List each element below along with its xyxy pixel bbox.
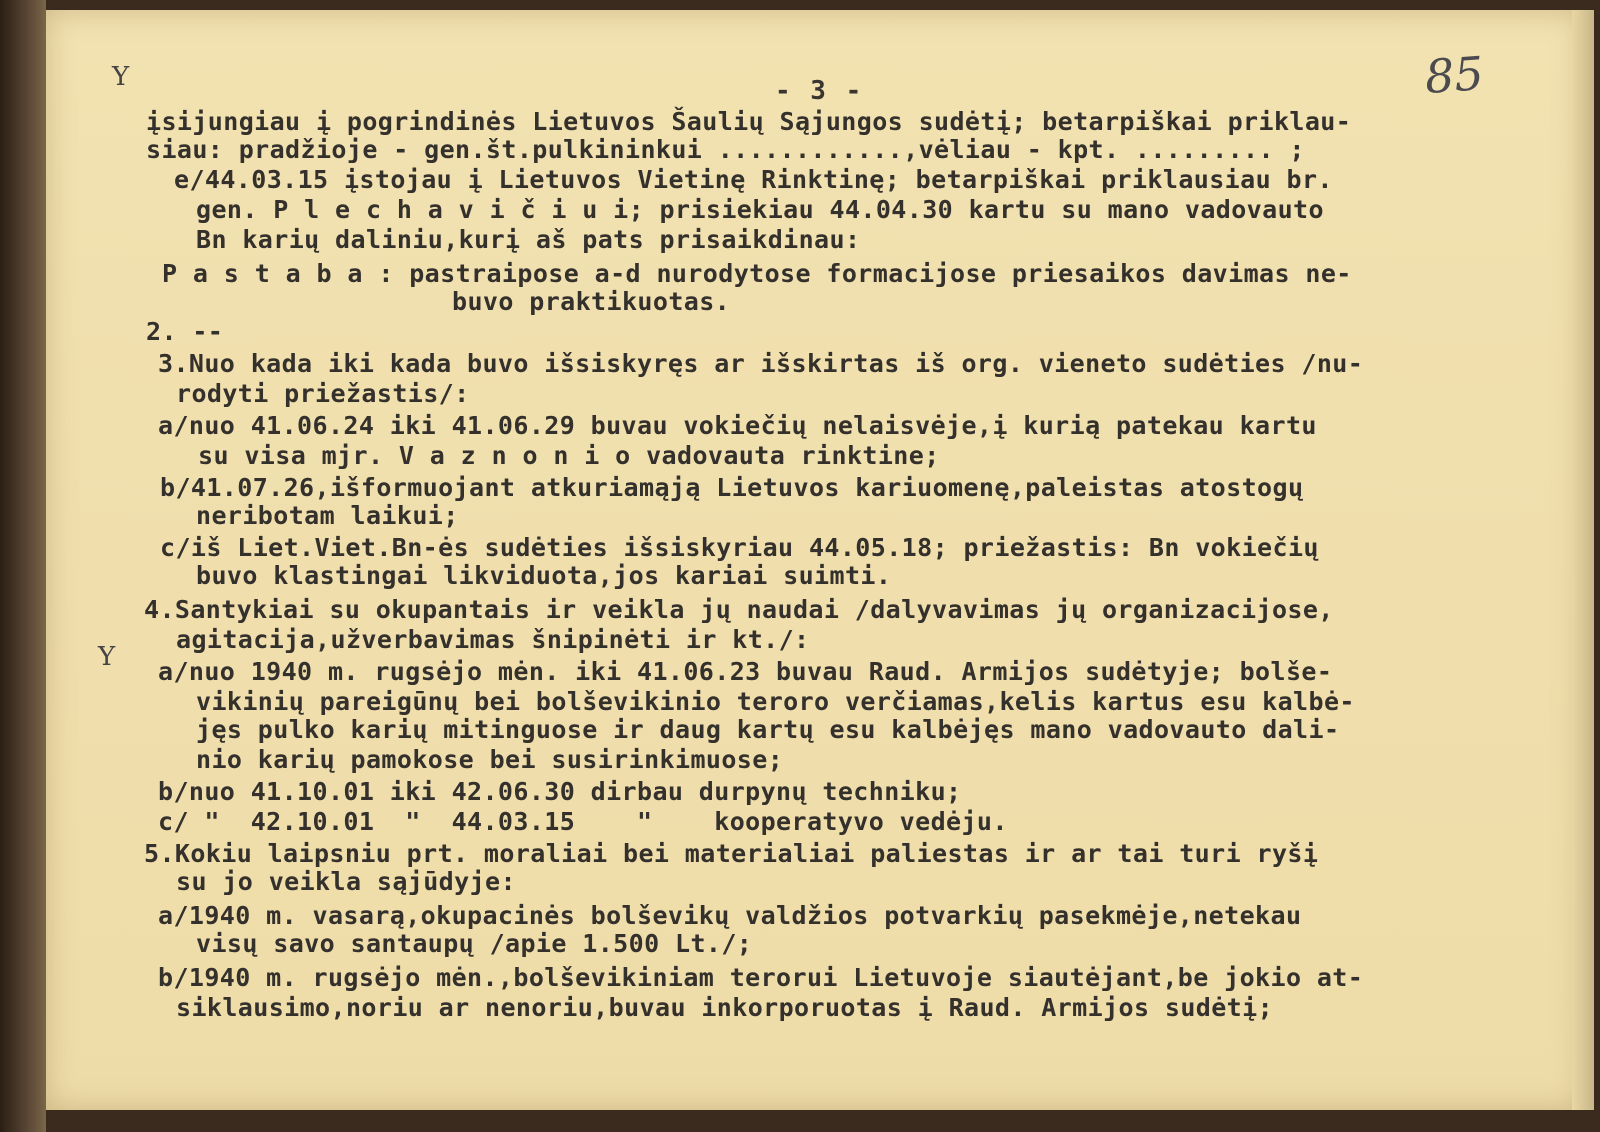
text-line: b/41.07.26,išformuojant atkuriamąją Lietuvos kariuomenę,paleistas atostogų bbox=[160, 473, 1304, 502]
text-line: 2. -- bbox=[146, 317, 224, 346]
text-line: su visa mjr. V a z n o n i o vadovauta rinktine; bbox=[198, 441, 940, 470]
folio-number: 85 bbox=[1423, 46, 1486, 104]
text-line: visų savo santaupų /apie 1.500 Lt./; bbox=[196, 929, 753, 958]
text-line: siau: pradžioje - gen.št.pulkininkui ............,vėliau - kpt. ......... ; bbox=[146, 135, 1305, 164]
text-line: c/ " 42.10.01 " 44.03.15 " kooperatyvo vedėju. bbox=[158, 807, 1008, 836]
text-line: neribotam laikui; bbox=[196, 501, 459, 530]
text-line: a/1940 m. vasarą,okupacinės bolševikų valdžios potvarkių pasekmėje,netekau bbox=[158, 901, 1302, 930]
text-line: buvo klastingai likviduota,jos kariai suimti. bbox=[196, 561, 892, 590]
text-line: c/iš Liet.Viet.Bn-ės sudėties išsiskyriau 44.05.18; priežastis: Bn vokiečių bbox=[160, 533, 1319, 562]
text-line: P a s t a b a : pastraipose a-d nurodytose formacijose priesaikos davimas ne- bbox=[162, 259, 1352, 288]
text-line: b/1940 m. rugsėjo mėn.,bolševikiniam terorui Lietuvoje siautėjant,be jokio at- bbox=[158, 963, 1364, 992]
text-line: 5.Kokiu laipsniu prt. moraliai bei materialiai paliestas ir ar tai turi ryšį bbox=[144, 839, 1319, 868]
text-line: Bn karių daliniu,kurį aš pats prisaikdinau: bbox=[196, 225, 861, 254]
margin-mark: Y bbox=[98, 642, 116, 672]
text-line: gen. P l e c h a v i č i u i; prisiekiau 44.04.30 kartu su mano vadovauto bbox=[196, 195, 1324, 224]
margin-mark: Y bbox=[112, 62, 130, 92]
text-line: įsijungiau į pogrindinės Lietuvos Šaulių Sąjungos sudėtį; betarpiškai priklau- bbox=[146, 107, 1352, 136]
page-number: - 3 - bbox=[775, 76, 864, 106]
text-line: su jo veikla sąjūdyje: bbox=[176, 867, 516, 896]
text-line: 3.Nuo kada iki kada buvo išsiskyręs ar išskirtas iš org. vieneto sudėties /nu- bbox=[158, 349, 1364, 378]
text-line: b/nuo 41.10.01 iki 42.06.30 dirbau durpynų techniku; bbox=[158, 777, 962, 806]
text-line: 4.Santykiai su okupantais ir veikla jų naudai /dalyvavimas jų organizacijose, bbox=[144, 595, 1334, 624]
text-line: nio karių pamokose bei susirinkimuose; bbox=[196, 745, 784, 774]
text-line: a/nuo 1940 m. rugsėjo mėn. iki 41.06.23 buvau Raud. Armijos sudėtyje; bolše- bbox=[158, 657, 1333, 686]
text-line: rodyti priežastis/: bbox=[176, 379, 470, 408]
text-line: a/nuo 41.06.24 iki 41.06.29 buvau vokiečių nelaisvėje,į kurią patekau kartu bbox=[158, 411, 1317, 440]
text-line: e/44.03.15 įstojau į Lietuvos Vietinę Rinktinę; betarpiškai priklausiau br. bbox=[174, 165, 1333, 194]
text-line: vikinių pareigūnų bei bolševikinio teroro verčiamas,kelis kartus esu kalbė- bbox=[196, 687, 1355, 716]
text-line: siklausimo,noriu ar nenoriu,buvau inkorporuotas į Raud. Armijos sudėtį; bbox=[176, 993, 1274, 1022]
text-line: buvo praktikuotas. bbox=[452, 287, 731, 316]
text-line: jęs pulko karių mitinguose ir daug kartų esu kalbėjęs mano vadovauto dali- bbox=[196, 715, 1340, 744]
text-line: agitacija,užverbavimas šnipinėti ir kt./: bbox=[176, 625, 810, 654]
